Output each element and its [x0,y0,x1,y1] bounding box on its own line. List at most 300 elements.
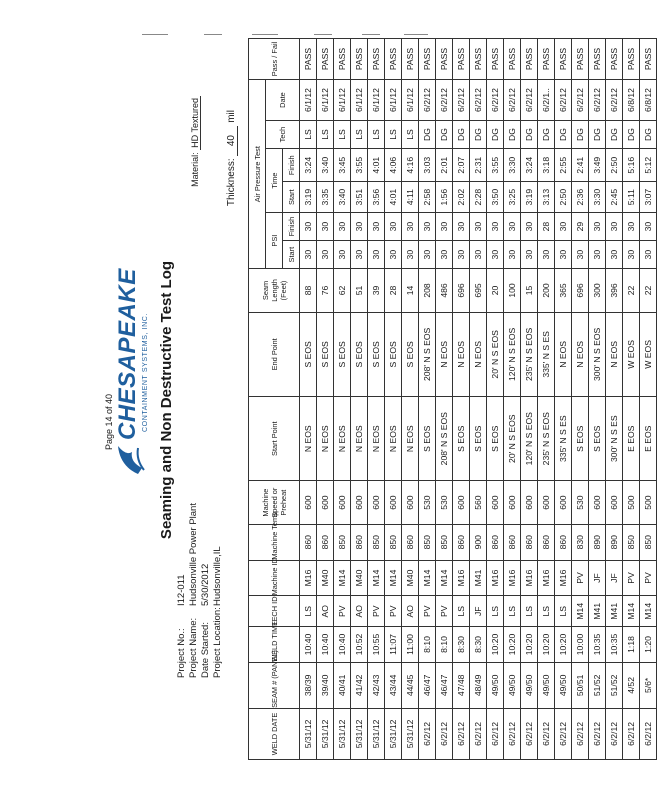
cell-seam-length: 14 [402,269,419,312]
cell-pass-fail: PASS [419,39,436,80]
cell-machine-speed: 600 [402,481,419,524]
table-row [402,39,419,760]
cell-test-date: 6/8/12 [640,80,657,121]
cell-end-point: S EOS [385,312,402,396]
cell-seam-length: 486 [436,269,453,312]
cell-tech: LS [334,120,351,148]
cell-tech-id: LS [504,596,521,627]
table-row [521,39,538,760]
cell-seam: 5/6* [640,662,657,708]
cell-machine-id: PV [623,560,640,596]
table-row [487,39,504,760]
cell-test-date: 6/2/12 [453,80,470,121]
cell-weld-time: 8:30 [453,627,470,663]
cell-machine-id: JF [606,560,623,596]
cell-psi-finish: 30 [504,213,521,241]
cell-machine-temp: 860 [402,524,419,560]
cell-end-point: S EOS [402,312,419,396]
cell-tech-id: M41 [589,596,606,627]
cell-time-start: 2:36 [572,182,589,213]
cell-end-point: 20' N S EOS [487,312,504,396]
cell-machine-id: M14 [436,560,453,596]
cell-test-date: 6/1/12 [368,80,385,121]
cell-machine-id: M40 [317,560,334,596]
cell-weld-time: 8:30 [470,627,487,663]
cell-seam: 38/39 [300,662,317,708]
table-row [419,39,436,760]
cell-machine-speed: 600 [589,481,606,524]
project-location: Hudsonville,IL [212,546,223,606]
cell-tech: DG [521,120,538,148]
cell-pass-fail: PASS [521,39,538,80]
cell-pass-fail: PASS [623,39,640,80]
table-row [640,39,657,760]
cell-start-point: N EOS [317,397,334,481]
cell-machine-temp: 860 [453,524,470,560]
col-psi-finish: Finish [283,213,300,241]
cell-pass-fail: PASS [555,39,572,80]
cell-psi-start: 30 [453,241,470,269]
cell-time-finish: 4:16 [402,149,419,182]
date-started: 5/30/2012 [200,563,211,606]
page-title: Seaming and Non Destructive Test Log [158,260,175,540]
cell-psi-start: 30 [640,241,657,269]
cell-end-point: W EOS [640,312,657,396]
col-weld-date: WELD DATE [249,708,300,759]
cell-test-date: 6/1/12 [334,80,351,121]
cell-end-point: 208' N S EOS [419,312,436,396]
cell-seam: 4/52 [623,662,640,708]
cell-pass-fail: PASS [606,39,623,80]
cell-weld-date: 5/31/12 [402,708,419,759]
date-started-label: Date Started: [200,622,211,678]
cell-machine-speed: 600 [453,481,470,524]
eagle-icon [114,442,150,478]
cell-weld-date: 6/2/12 [521,708,538,759]
cell-weld-date: 6/2/12 [640,708,657,759]
cell-seam: 48/49 [470,662,487,708]
cell-machine-id: M14 [334,560,351,596]
col-end-point: End Point [249,312,300,396]
project-number: I12-011 [176,574,187,606]
cell-test-date: 6/2/1.. [538,80,555,121]
cell-start-point: N EOS [402,397,419,481]
cell-seam: 50/51 [572,662,589,708]
cell-seam-length: 88 [300,269,317,312]
cell-psi-finish: 30 [487,213,504,241]
cell-weld-time: 10:35 [589,627,606,663]
cell-tech-id: PV [436,596,453,627]
cell-psi-finish: 29 [572,213,589,241]
cell-tech-id: JF [470,596,487,627]
cell-machine-speed: 600 [521,481,538,524]
cell-machine-speed: 500 [623,481,640,524]
cell-machine-speed: 600 [334,481,351,524]
thickness-label: Thickness: [226,158,237,207]
table-row [351,39,368,760]
cell-time-finish: 5:12 [640,149,657,182]
cell-seam: 51/52 [589,662,606,708]
cell-tech: DG [623,120,640,148]
cell-psi-finish: 30 [521,213,538,241]
cell-seam-length: 22 [623,269,640,312]
col-date: Date [266,80,300,121]
cell-tech-id: LS [538,596,555,627]
cell-weld-date: 5/31/12 [317,708,334,759]
cell-psi-finish: 30 [589,213,606,241]
cell-time-finish: 2:31 [470,149,487,182]
cell-test-date: 6/2/12 [521,80,538,121]
table-row [453,39,470,760]
cell-psi-start: 30 [572,241,589,269]
cell-seam: 46/47 [436,662,453,708]
cell-tech: DG [606,120,623,148]
cell-machine-id: M40 [402,560,419,596]
cell-machine-speed: 560 [470,481,487,524]
cell-weld-time: 10:20 [487,627,504,663]
col-tech: Tech [266,120,300,148]
cell-psi-start: 30 [402,241,419,269]
cell-machine-speed: 600 [368,481,385,524]
cell-test-date: 6/2/12 [504,80,521,121]
cell-machine-id: M41 [470,560,487,596]
project-info [176,503,224,678]
cell-end-point: N EOS [555,312,572,396]
cell-machine-speed: 600 [385,481,402,524]
cell-end-point: S EOS [300,312,317,396]
table-row [504,39,521,760]
cell-machine-speed: 530 [436,481,453,524]
cell-weld-date: 6/2/12 [419,708,436,759]
cell-machine-speed: 600 [555,481,572,524]
cell-seam-length: 28 [385,269,402,312]
cell-start-point: 335' N S ES [555,397,572,481]
cell-seam: 40/41 [334,662,351,708]
cell-time-finish: 4:01 [368,149,385,182]
cell-time-finish: 2:07 [453,149,470,182]
cell-time-start: 3:30 [589,182,606,213]
cell-tech: DG [436,120,453,148]
cell-time-start: 3:19 [521,182,538,213]
cell-machine-temp: 860 [504,524,521,560]
table-row [555,39,572,760]
cell-end-point: N EOS [453,312,470,396]
table-row [589,39,606,760]
cell-start-point: 120' N S EOS [521,397,538,481]
cell-machine-temp: 860 [487,524,504,560]
material-value: HD Textured [190,98,200,148]
cell-machine-id: PV [640,560,657,596]
col-psi-start: Start [283,241,300,269]
table-row [334,39,351,760]
cell-time-finish: 2:41 [572,149,589,182]
cell-start-point: S EOS [487,397,504,481]
cell-seam-length: 396 [606,269,623,312]
cell-weld-time: 10:20 [555,627,572,663]
cell-weld-date: 5/31/12 [351,708,368,759]
cell-tech-id: LS [487,596,504,627]
cell-tech-id: LS [453,596,470,627]
cell-seam: 49/50 [538,662,555,708]
cell-end-point: N EOS [572,312,589,396]
table-row [538,39,555,760]
cell-pass-fail: PASS [589,39,606,80]
cell-start-point: N EOS [351,397,368,481]
cell-machine-temp: 860 [521,524,538,560]
cell-seam: 46/47 [419,662,436,708]
cell-seam: 41/42 [351,662,368,708]
cell-start-point: E EOS [623,397,640,481]
cell-pass-fail: PASS [436,39,453,80]
cell-machine-speed: 600 [487,481,504,524]
cell-tech-id: PV [368,596,385,627]
cell-tech: DG [504,120,521,148]
cell-time-finish: 3:55 [487,149,504,182]
cell-pass-fail: PASS [538,39,555,80]
logo-subtitle: CONTAINMENT SYSTEMS, INC. [142,313,149,432]
cell-machine-temp: 850 [623,524,640,560]
cell-time-finish: 5:16 [623,149,640,182]
cell-psi-finish: 30 [470,213,487,241]
cell-psi-finish: 30 [334,213,351,241]
cell-seam: 49/50 [487,662,504,708]
cell-time-start: 2:58 [419,182,436,213]
cell-weld-time: 10:40 [317,627,334,663]
cell-weld-date: 5/31/12 [300,708,317,759]
cell-weld-time: 10:55 [368,627,385,663]
cell-weld-date: 5/31/12 [334,708,351,759]
cell-weld-time: 10:35 [606,627,623,663]
cell-machine-speed: 600 [538,481,555,524]
cell-machine-speed: 500 [640,481,657,524]
cell-tech: DG [419,120,436,148]
cell-test-date: 6/1/12 [300,80,317,121]
cell-weld-date: 5/31/12 [368,708,385,759]
cell-machine-temp: 850 [334,524,351,560]
cell-tech-id: M14 [623,596,640,627]
cell-pass-fail: PASS [572,39,589,80]
cell-machine-speed: 600 [300,481,317,524]
cell-test-date: 6/1/12 [385,80,402,121]
cell-tech-id: PV [385,596,402,627]
thickness-value: 40 [226,126,238,156]
cell-psi-finish: 30 [436,213,453,241]
cell-pass-fail: PASS [453,39,470,80]
cell-end-point: 300' N S EOS [589,312,606,396]
cell-seam-length: 696 [453,269,470,312]
cell-weld-date: 5/31/12 [385,708,402,759]
cell-tech: DG [572,120,589,148]
cell-start-point: 300' N S ES [606,397,623,481]
cell-tech: LS [385,120,402,148]
cell-time-start: 3:40 [334,182,351,213]
cell-time-start: 3:13 [538,182,555,213]
cell-end-point: N EOS [470,312,487,396]
cell-time-finish: 2:55 [555,149,572,182]
cell-weld-time: 10:20 [538,627,555,663]
cell-test-date: 6/1/12 [351,80,368,121]
cell-machine-temp: 850 [640,524,657,560]
cell-pass-fail: PASS [334,39,351,80]
col-time-finish: Finish [283,149,300,182]
cell-psi-start: 30 [368,241,385,269]
cell-seam: 44/45 [402,662,419,708]
col-start-point: Start Point [249,397,300,481]
cell-machine-id: M16 [538,560,555,596]
cell-weld-time: 11:07 [385,627,402,663]
table-row [300,39,317,760]
cell-weld-time: 11:00 [402,627,419,663]
cell-machine-temp: 850 [436,524,453,560]
cell-tech-id: PV [334,596,351,627]
cell-psi-start: 30 [300,241,317,269]
col-time-start: Start [283,182,300,213]
col-seam: SEAM # (PANEL) [249,662,300,708]
cell-psi-start: 30 [606,241,623,269]
logo-name: CHESAPEAKE [114,268,141,440]
project-name-label: Project Name: [188,617,199,678]
cell-psi-start: 30 [317,241,334,269]
cell-time-finish: 2:01 [436,149,453,182]
cell-start-point: S EOS [453,397,470,481]
cell-machine-temp: 860 [555,524,572,560]
thickness-field [226,110,238,206]
cell-weld-time: 8:10 [436,627,453,663]
cell-weld-date: 6/2/12 [589,708,606,759]
cell-time-start: 2:28 [470,182,487,213]
cell-weld-time: 10:00 [572,627,589,663]
cell-psi-start: 30 [589,241,606,269]
cell-seam-length: 300 [589,269,606,312]
cell-time-finish: 3:40 [317,149,334,182]
cell-weld-date: 6/2/12 [487,708,504,759]
cell-time-start: 3:50 [487,182,504,213]
cell-pass-fail: PASS [487,39,504,80]
cell-end-point: S EOS [368,312,385,396]
cell-seam-length: 22 [640,269,657,312]
cell-start-point: S EOS [470,397,487,481]
cell-tech: DG [538,120,555,148]
cell-time-start: 4:11 [402,182,419,213]
company-logo [112,268,156,478]
cell-test-date: 6/2/12 [436,80,453,121]
cell-seam-length: 365 [555,269,572,312]
cell-test-date: 6/8/12 [623,80,640,121]
cell-machine-temp: 850 [419,524,436,560]
cell-pass-fail: PASS [385,39,402,80]
cell-weld-date: 6/2/12 [623,708,640,759]
cell-pass-fail: PASS [640,39,657,80]
cell-pass-fail: PASS [351,39,368,80]
cell-machine-temp: 850 [368,524,385,560]
table-row [606,39,623,760]
cell-tech: LS [368,120,385,148]
cell-weld-date: 6/2/12 [504,708,521,759]
cell-seam-length: 20 [487,269,504,312]
col-weld-time: WELD TIME [249,627,300,663]
cell-pass-fail: PASS [368,39,385,80]
cell-pass-fail: PASS [300,39,317,80]
cell-psi-start: 30 [487,241,504,269]
cell-seam-length: 208 [419,269,436,312]
cell-psi-finish: 30 [623,213,640,241]
cell-weld-date: 6/2/12 [470,708,487,759]
cell-time-finish: 3:49 [589,149,606,182]
cell-start-point: E EOS [640,397,657,481]
cell-start-point: S EOS [419,397,436,481]
cell-machine-speed: 530 [419,481,436,524]
cell-psi-finish: 30 [606,213,623,241]
col-seam-length: Seam Length (Feet) [249,269,300,312]
cell-seam: 39/40 [317,662,334,708]
cell-psi-start: 30 [623,241,640,269]
cell-psi-finish: 30 [351,213,368,241]
cell-seam: 43/44 [385,662,402,708]
project-location-label: Project Location: [212,607,223,678]
cell-time-start: 3:19 [300,182,317,213]
col-time: Time [266,149,283,213]
cell-psi-finish: 30 [300,213,317,241]
table-row [385,39,402,760]
cell-machine-temp: 860 [300,524,317,560]
cell-start-point: 20' N S EOS [504,397,521,481]
col-machine-temp: Machine Temp [249,524,300,560]
cell-machine-temp: 830 [572,524,589,560]
cell-machine-temp: 850 [385,524,402,560]
cell-tech-id: M14 [640,596,657,627]
cell-weld-time: 10:40 [334,627,351,663]
cell-test-date: 6/1/12 [317,80,334,121]
cell-machine-temp: 860 [351,524,368,560]
cell-test-date: 6/2/12 [572,80,589,121]
cell-machine-id: PV [572,560,589,596]
cell-start-point: S EOS [589,397,606,481]
table-row [436,39,453,760]
cell-end-point: N EOS [436,312,453,396]
cell-seam: 47/48 [453,662,470,708]
cell-test-date: 6/2/12 [487,80,504,121]
cell-machine-id: M14 [368,560,385,596]
cell-time-start: 3:35 [317,182,334,213]
cell-weld-date: 6/2/12 [606,708,623,759]
cell-tech: DG [555,120,572,148]
cell-time-finish: 3:24 [521,149,538,182]
cell-end-point: 120' N S EOS [504,312,521,396]
page-number: Page 14 of 40 [104,393,114,450]
cell-time-start: 3:25 [504,182,521,213]
cell-tech: LS [351,120,368,148]
cell-time-start: 4:01 [385,182,402,213]
cell-time-start: 5:11 [623,182,640,213]
cell-psi-start: 30 [504,241,521,269]
cell-machine-speed: 600 [606,481,623,524]
cell-time-start: 2:02 [453,182,470,213]
cell-start-point: N EOS [334,397,351,481]
cell-psi-finish: 30 [402,213,419,241]
cell-psi-start: 30 [334,241,351,269]
cell-machine-id: M40 [351,560,368,596]
cell-test-date: 6/1/12 [402,80,419,121]
cell-machine-id: M14 [419,560,436,596]
cell-machine-id: JF [589,560,606,596]
cell-machine-id: M16 [521,560,538,596]
test-log-table [248,38,657,760]
cell-start-point: N EOS [368,397,385,481]
cell-time-start: 2:45 [606,182,623,213]
table-row [572,39,589,760]
cell-weld-date: 6/2/12 [538,708,555,759]
cell-time-finish: 3:03 [419,149,436,182]
